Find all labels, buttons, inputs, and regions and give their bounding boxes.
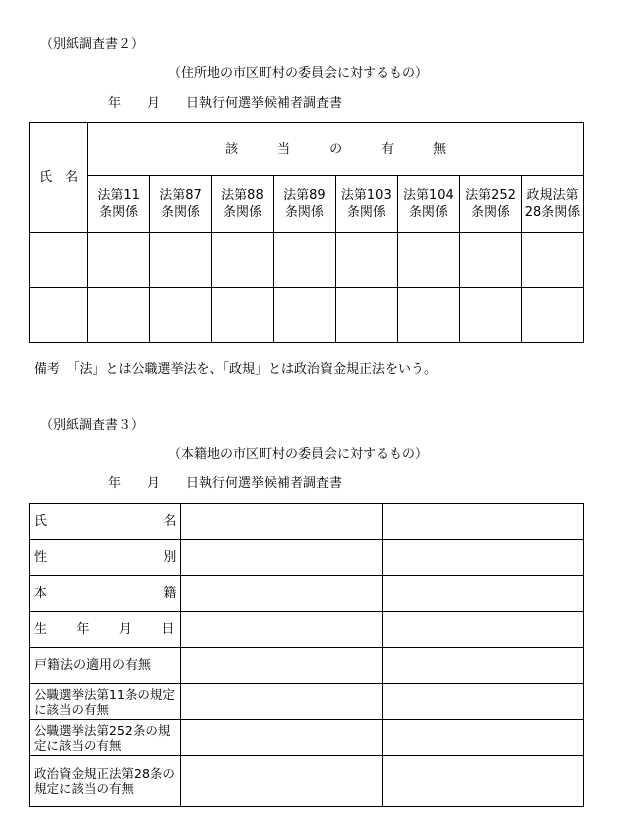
table-row <box>30 504 584 540</box>
table-row <box>30 288 584 343</box>
table-row <box>30 720 584 756</box>
table-row <box>30 576 584 612</box>
label-art252: 公職選挙法第252条の規定に該当の有無 <box>30 720 181 756</box>
input-cell[interactable] <box>181 504 382 540</box>
form2-title: 年 月 日執行何選挙候補者調査書 <box>108 96 343 111</box>
column-header: 法第11 条関係 <box>88 176 150 233</box>
label-family-register: 戸籍法の適用の有無 <box>30 648 181 684</box>
label-name: 氏 名 <box>30 504 181 540</box>
column-header: 法第88 条関係 <box>212 176 274 233</box>
input-cell[interactable] <box>273 233 335 288</box>
input-cell[interactable] <box>382 648 583 684</box>
input-cell[interactable] <box>181 720 382 756</box>
form2-note: 備考 「法」とは公職選挙法を、「政規」とは政治資金規正法をいう。 <box>34 362 438 377</box>
form3-table <box>29 503 584 807</box>
input-cell[interactable] <box>335 288 397 343</box>
column-header: 法第103 条関係 <box>335 176 397 233</box>
column-header: 法第89 条関係 <box>273 176 335 233</box>
label-domicile: 本 籍 <box>30 576 181 612</box>
column-header: 法第252 条関係 <box>459 176 521 233</box>
label-pfc28: 政治資金規正法第28条の規定に該当の有無 <box>30 756 181 807</box>
column-header: 法第87 条関係 <box>150 176 212 233</box>
column-header: 法第104 条関係 <box>397 176 459 233</box>
input-cell[interactable] <box>181 612 382 648</box>
name-header: 氏 名 <box>30 123 88 233</box>
table-row <box>30 233 584 288</box>
form2-subtitle: （住所地の市区町村の委員会に対するもの） <box>168 66 429 81</box>
input-cell[interactable] <box>382 684 583 720</box>
input-cell[interactable] <box>382 540 583 576</box>
input-cell[interactable] <box>459 233 521 288</box>
label-birthdate: 生 年 月 日 <box>30 612 181 648</box>
input-cell[interactable] <box>150 288 212 343</box>
input-cell[interactable] <box>181 684 382 720</box>
input-cell[interactable] <box>459 288 521 343</box>
label-sex: 性 別 <box>30 540 181 576</box>
input-cell[interactable] <box>150 233 212 288</box>
form3-title: 年 月 日執行何選挙候補者調査書 <box>108 476 343 491</box>
input-cell[interactable] <box>522 233 584 288</box>
input-cell[interactable] <box>181 576 382 612</box>
table-row <box>30 756 584 807</box>
input-cell[interactable] <box>382 756 583 807</box>
input-cell[interactable] <box>397 288 459 343</box>
input-cell[interactable] <box>382 612 583 648</box>
input-cell[interactable] <box>212 288 274 343</box>
applicable-header: 該 当 の 有 無 <box>88 123 584 176</box>
form3-subtitle: （本籍地の市区町村の委員会に対するもの） <box>168 447 429 462</box>
input-cell[interactable] <box>88 233 150 288</box>
input-cell[interactable] <box>88 288 150 343</box>
input-cell[interactable] <box>397 233 459 288</box>
input-cell[interactable] <box>30 233 88 288</box>
input-cell[interactable] <box>382 576 583 612</box>
label-art11: 公職選挙法第11条の規定に該当の有無 <box>30 684 181 720</box>
input-cell[interactable] <box>382 720 583 756</box>
input-cell[interactable] <box>181 756 382 807</box>
input-cell[interactable] <box>335 233 397 288</box>
form3-heading: （別紙調査書３） <box>40 418 145 433</box>
table-row <box>30 612 584 648</box>
table-row <box>30 648 584 684</box>
table-row <box>30 684 584 720</box>
column-header: 政規法第 28条関係 <box>522 176 584 233</box>
input-cell[interactable] <box>212 233 274 288</box>
input-cell[interactable] <box>181 648 382 684</box>
table-row <box>30 540 584 576</box>
input-cell[interactable] <box>30 288 88 343</box>
input-cell[interactable] <box>273 288 335 343</box>
input-cell[interactable] <box>522 288 584 343</box>
input-cell[interactable] <box>181 540 382 576</box>
input-cell[interactable] <box>382 504 583 540</box>
form2-table <box>29 122 584 343</box>
form2-heading: （別紙調査書２） <box>40 37 145 52</box>
